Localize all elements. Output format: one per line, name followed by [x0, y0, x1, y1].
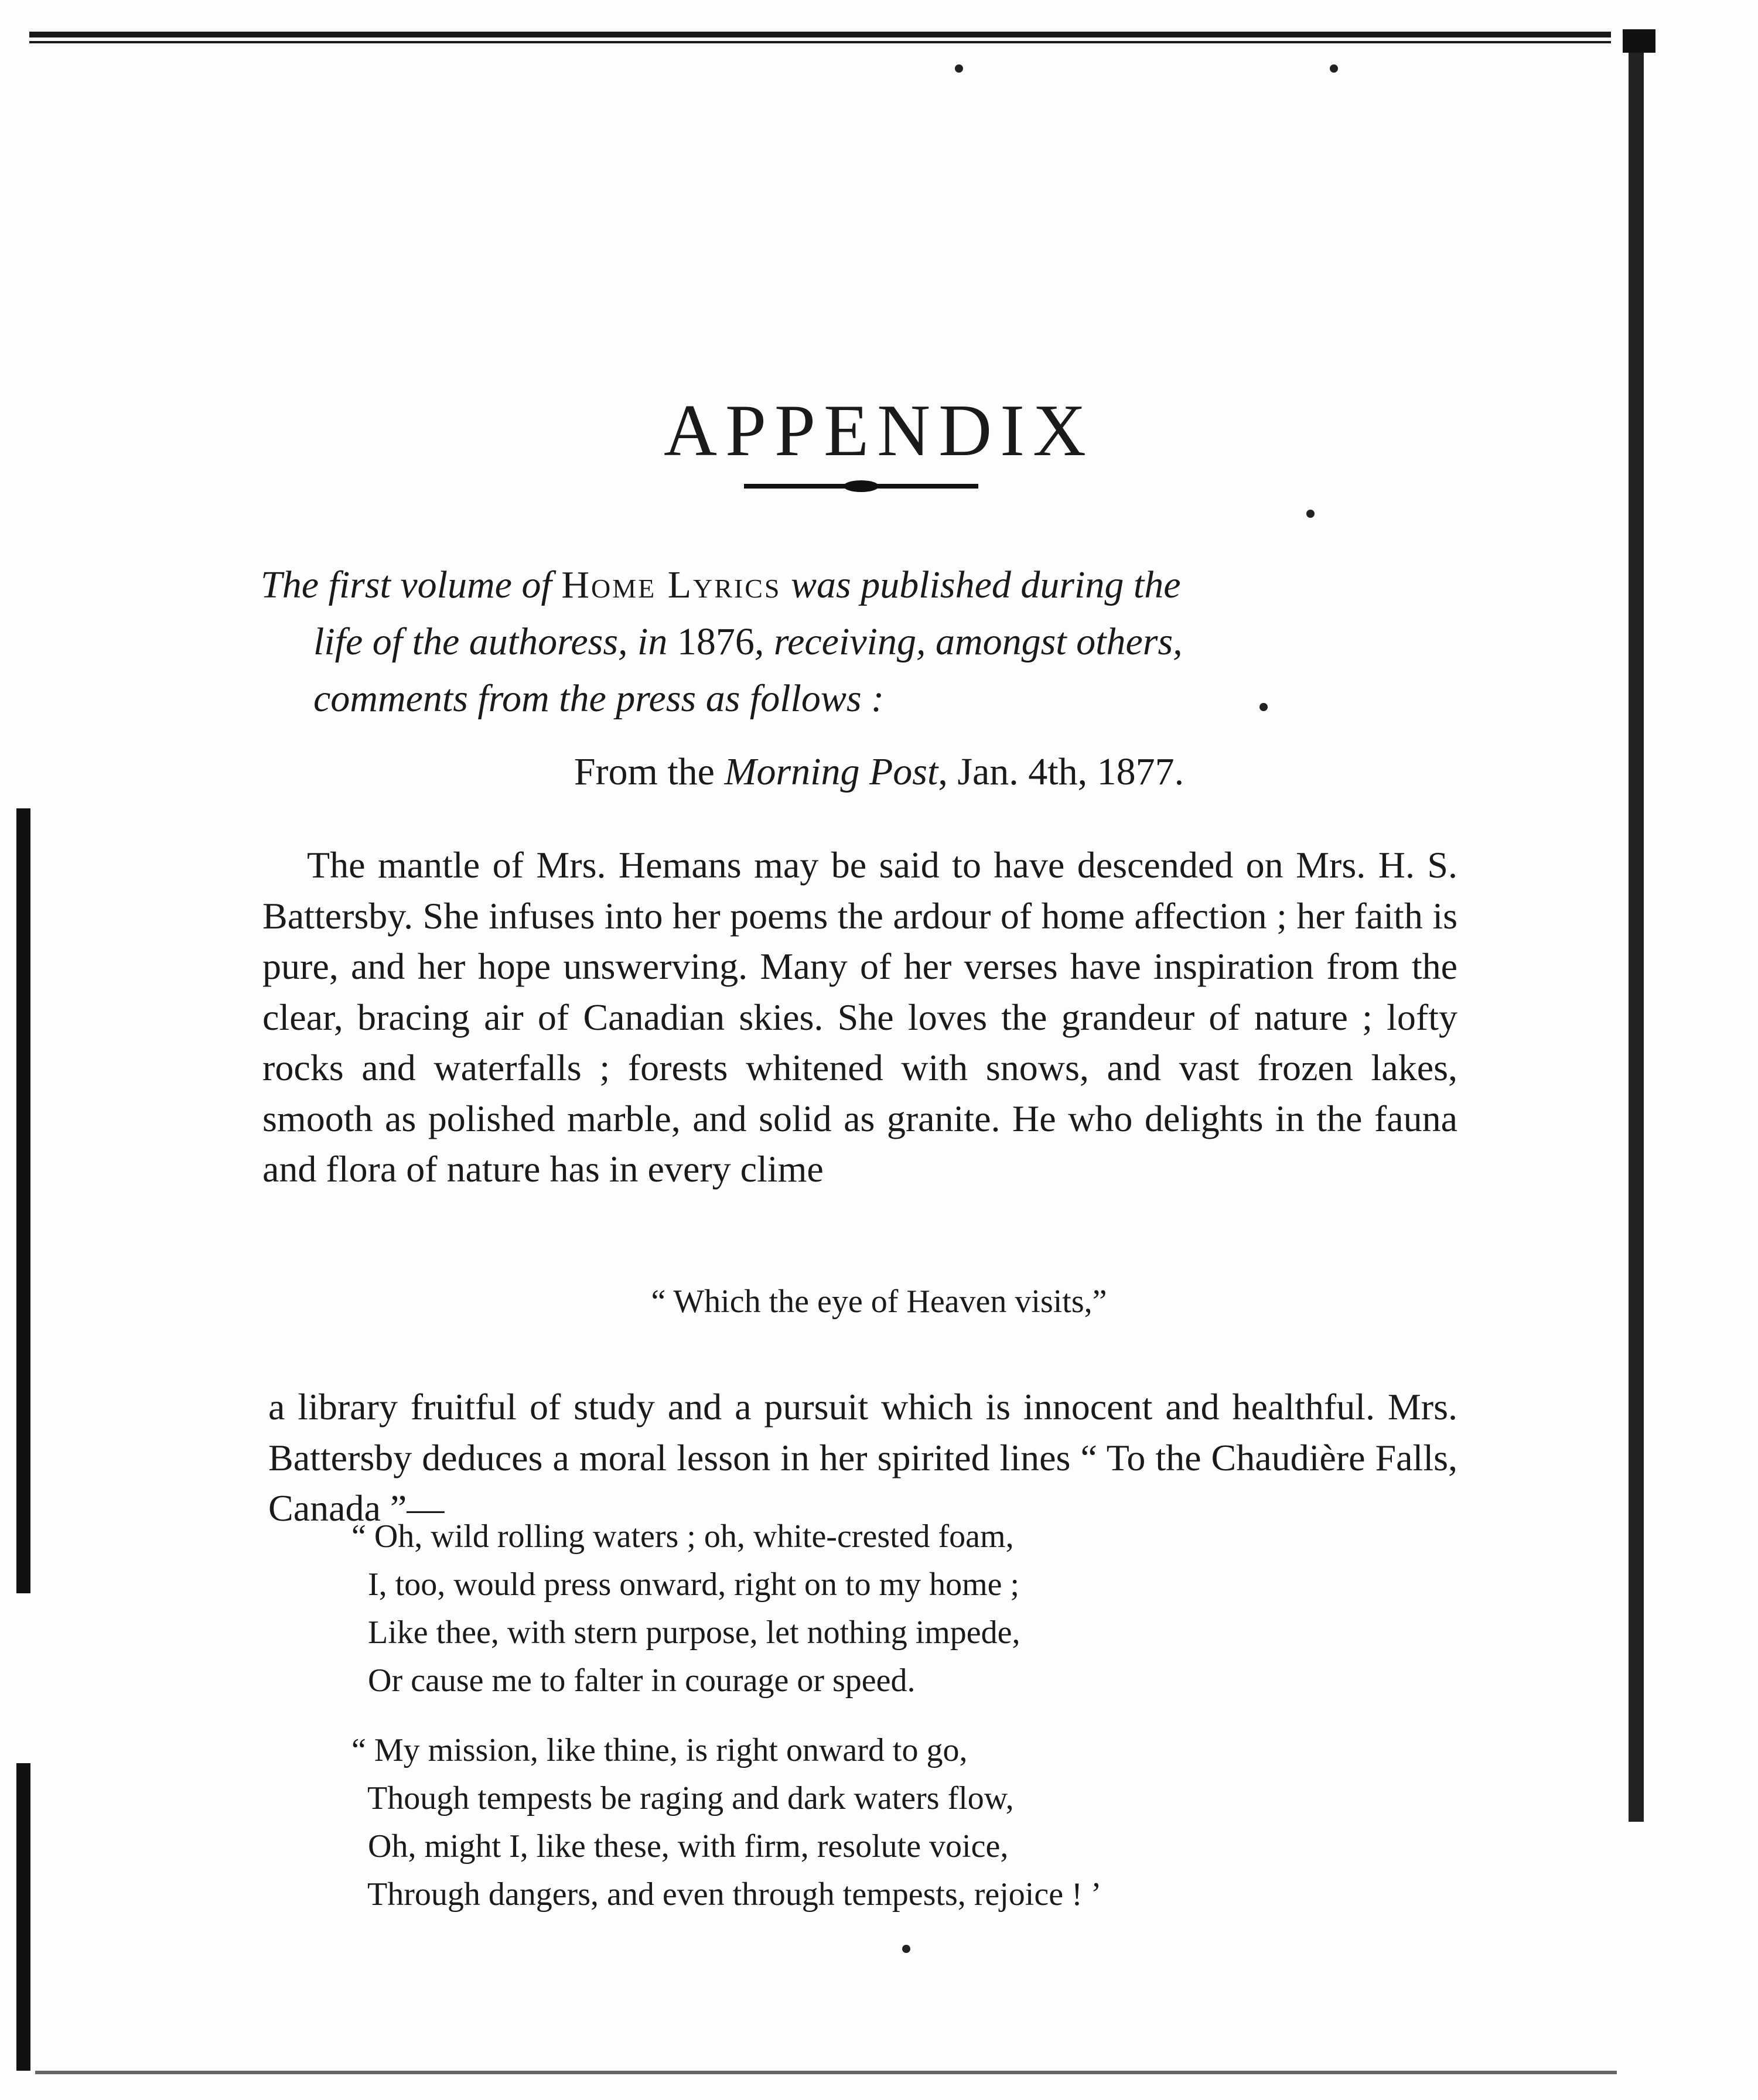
intro-line-1: The first volume of Home Lyrics was published during the — [261, 564, 1181, 606]
speck — [1330, 64, 1338, 73]
book-title: Home Lyrics — [561, 564, 781, 606]
left-binding-mark-upper — [16, 808, 30, 1593]
verse-stanza-2 — [351, 1726, 1101, 1918]
review-paragraph-2: a library fruitful of study and a pursuit which is innocent and healthful. Mrs. Battersby deduces a moral lesson in her spirited lines “ To the Chaudière Falls, Canada ”— — [268, 1386, 1457, 1529]
press-source-line: From the Morning Post, Jan. 4th, 1877. — [574, 750, 1184, 793]
verse-line: Though tempests be raging and dark waters flow, — [351, 1780, 1014, 1816]
verse-line: “ Oh, wild rolling waters ; oh, white-crested foam, — [351, 1518, 1014, 1555]
verse-line: Or cause me to falter in courage or speed. — [351, 1662, 916, 1699]
verse-line: Through dangers, and even through tempests, rejoice ! ’ — [351, 1876, 1102, 1913]
bottom-border-rule — [35, 2071, 1617, 2074]
review-paragraph-1: The mantle of Mrs. Hemans may be said to have descended on Mrs. H. S. Battersby. She infuses into her poems the ardour of home affection ; her faith is pure, and her hope unswerving. Many of her verses have inspiration from the clear, bracing air of Canadian skies. She loves the grandeur of nature ; lofty rocks and waterfalls ; forests whitened with snows, and vast frozen lakes, smooth as polished marble, and solid as granite. He who delights in the fauna and flora of nature has in every clime — [262, 844, 1457, 1190]
right-binding-cap — [1623, 29, 1655, 53]
verse-line: Like thee, with stern purpose, let nothing impede, — [351, 1614, 1020, 1651]
speck — [902, 1945, 910, 1953]
newspaper-name: Morning Post — [724, 750, 938, 793]
top-border-rule — [29, 32, 1611, 37]
intro-line-2: life of the authoress, in 1876, receiving, amongst others, — [313, 620, 1183, 663]
intro-note — [261, 556, 1462, 727]
speck — [1306, 510, 1315, 518]
verse-line: “ My mission, like thine, is right onward to go, — [351, 1732, 968, 1768]
right-binding-edge — [1629, 29, 1644, 1822]
page-title: APPENDIX — [663, 390, 1095, 472]
publication-year: 1876 — [677, 620, 755, 663]
shakespeare-quotation: “ Which the eye of Heaven visits,” — [651, 1283, 1107, 1320]
top-border-rule-thin — [29, 41, 1611, 43]
verse-stanza-1 — [351, 1512, 1020, 1705]
intro-line-3: comments from the press as follows : — [313, 677, 885, 720]
verse-line: I, too, would press onward, right on to my home ; — [351, 1566, 1020, 1603]
title-ornament-center — [844, 480, 879, 492]
left-binding-mark-lower — [16, 1763, 30, 2071]
verse-line: Oh, might I, like these, with firm, resolute voice, — [351, 1828, 1009, 1865]
speck — [955, 64, 963, 73]
